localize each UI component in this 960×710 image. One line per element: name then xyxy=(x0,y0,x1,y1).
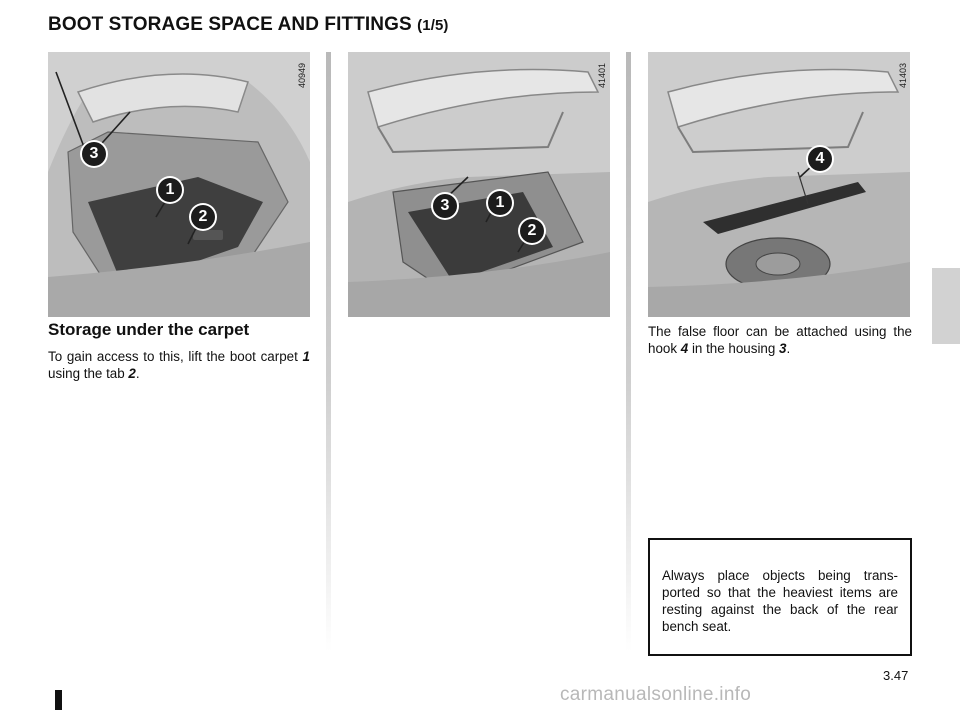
false-floor-text xyxy=(648,323,912,357)
body-text-part: in the housing xyxy=(688,341,780,356)
page-title-main: BOOT STORAGE SPACE AND FITTINGS xyxy=(48,14,412,35)
section-heading: Storage under the carpet xyxy=(48,320,250,339)
callout-1: 1 xyxy=(488,191,512,215)
figure-code: 41403 xyxy=(898,62,908,88)
ref-carpet-number: 1 xyxy=(302,349,310,364)
page-title-part: (1/5) xyxy=(417,17,449,34)
corner-mark xyxy=(55,690,62,710)
body-text-part: To gain access to this, lift the boot carpet xyxy=(48,349,303,364)
chapter-tab xyxy=(932,268,960,344)
section-body xyxy=(48,348,310,382)
column-divider-left xyxy=(326,52,331,652)
saloon-open-boot-illustration xyxy=(348,52,610,317)
figure-false-floor xyxy=(648,52,910,317)
saloon-boot-false-floor-illustration xyxy=(648,52,910,317)
body-text-part: The false floor can be attached using the hook xyxy=(648,324,912,356)
figure-code: 41401 xyxy=(597,62,607,88)
callout-1: 1 xyxy=(158,178,182,202)
figure-saloon-boot xyxy=(348,52,610,317)
callout-3: 3 xyxy=(433,194,457,218)
callout-4: 4 xyxy=(808,147,832,171)
body-text-part: . xyxy=(135,366,140,381)
column-divider-right xyxy=(626,52,631,652)
ref-hook-number: 4 xyxy=(680,341,689,356)
note-box xyxy=(648,538,912,656)
body-text-part: . xyxy=(786,341,791,356)
callout-3: 3 xyxy=(82,142,106,166)
watermark: carmanualsonline.info xyxy=(560,684,752,705)
page-number: 3.47 xyxy=(883,668,909,683)
callout-2: 2 xyxy=(520,219,544,243)
note-text: Always place objects being trans-ported so that the heaviest items are resting against the back of the rear bench seat. xyxy=(662,568,898,634)
body-text-part: using the tab xyxy=(48,366,129,381)
figure-code: 40949 xyxy=(297,62,307,88)
ref-housing-number: 3 xyxy=(779,341,787,356)
page-title xyxy=(48,14,449,36)
callout-2: 2 xyxy=(191,205,215,229)
ref-tab-number: 2 xyxy=(128,366,136,381)
